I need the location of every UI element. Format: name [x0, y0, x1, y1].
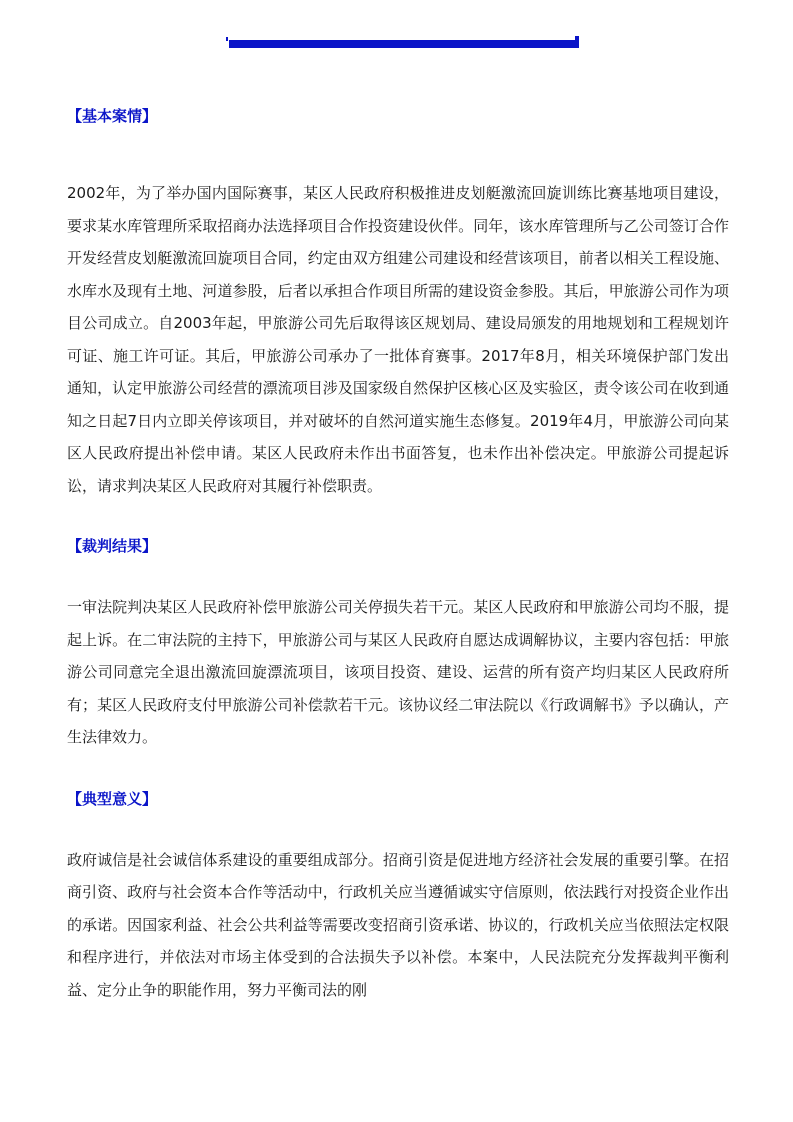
header-accent-bar	[229, 40, 579, 48]
header-bar-notch-left	[226, 37, 228, 41]
section-heading-judgment-result: 【裁判结果】	[67, 537, 158, 555]
section-heading-significance: 【典型意义】	[67, 789, 158, 808]
section-body-judgment-result: 一审法院判决某区人民政府补偿甲旅游公司关停损失若干元。某区人民政府和甲旅游公司均不服，提起上诉。在二审法院的主持下，甲旅游公司与某区人民政府自愿达成调解协议，主要内容包括：甲旅游公司同意完全退出激流回旋漂流项目，该项目投资、建设、运营的所有资产均归某区人民政府所有；某区人民政府支付甲旅游公司补偿款若干元。该协议经二审法院以《行政调解书》予以确认，产生法律效力。	[67, 598, 729, 746]
section-body-significance: 政府诚信是社会诚信体系建设的重要组成部分。招商引资是促进地方经济社会发展的重要引擎。在招商引资、政府与社会资本合作等活动中，行政机关应当遵循诚实守信原则，依法践行对投资企业作出的承诺。因国家利益、社会公共利益等需要改变招商引资承诺、协议的，行政机关应当依照法定权限和程序进行，并依法对市场主体受到的合法损失予以补偿。本案中，人民法院充分发挥裁判平衡利益、定分止争的职能作用，努力平衡司法的刚	[67, 850, 729, 999]
document-body	[67, 98, 729, 1006]
header-bar-notch-right	[575, 36, 579, 40]
section-body-basic-facts: 2002年，为了举办国内国际赛事，某区人民政府积极推进皮划艇激流回旋训练比赛基地项目建设，要求某水库管理所采取招商办法选择项目合作投资建设伙伴。同年，该水库管理所与乙公司签订合作开发经营皮划艇激流回旋项目合同，约定由双方组建公司建设和经营该项目，前者以相关工程设施、水库水及现有土地、河道参股，后者以承担合作项目所需的建设资金参股。其后，甲旅游公司作为项目公司成立。自2003年起，甲旅游公司先后取得该区规划局、建设局颁发的用地规划和工程规划许可证、施工许可证。其后，甲旅游公司承办了一批体育赛事。2017年8月，相关环境保护部门发出通知，认定甲旅游公司经营的漂流项目涉及国家级自然保护区核心区及实验区，责令该公司在收到通知之日起7日内立即关停该项目，并对破坏的自然河道实施生态修复。2019年4月，甲旅游公司向某区人民政府提出补偿申请。某区人民政府未作出书面答复，也未作出补偿决定。甲旅游公司提起诉讼，请求判决某区人民政府对其履行补偿职责。	[67, 184, 729, 495]
section-heading-basic-facts: 【基本案情】	[67, 107, 158, 125]
